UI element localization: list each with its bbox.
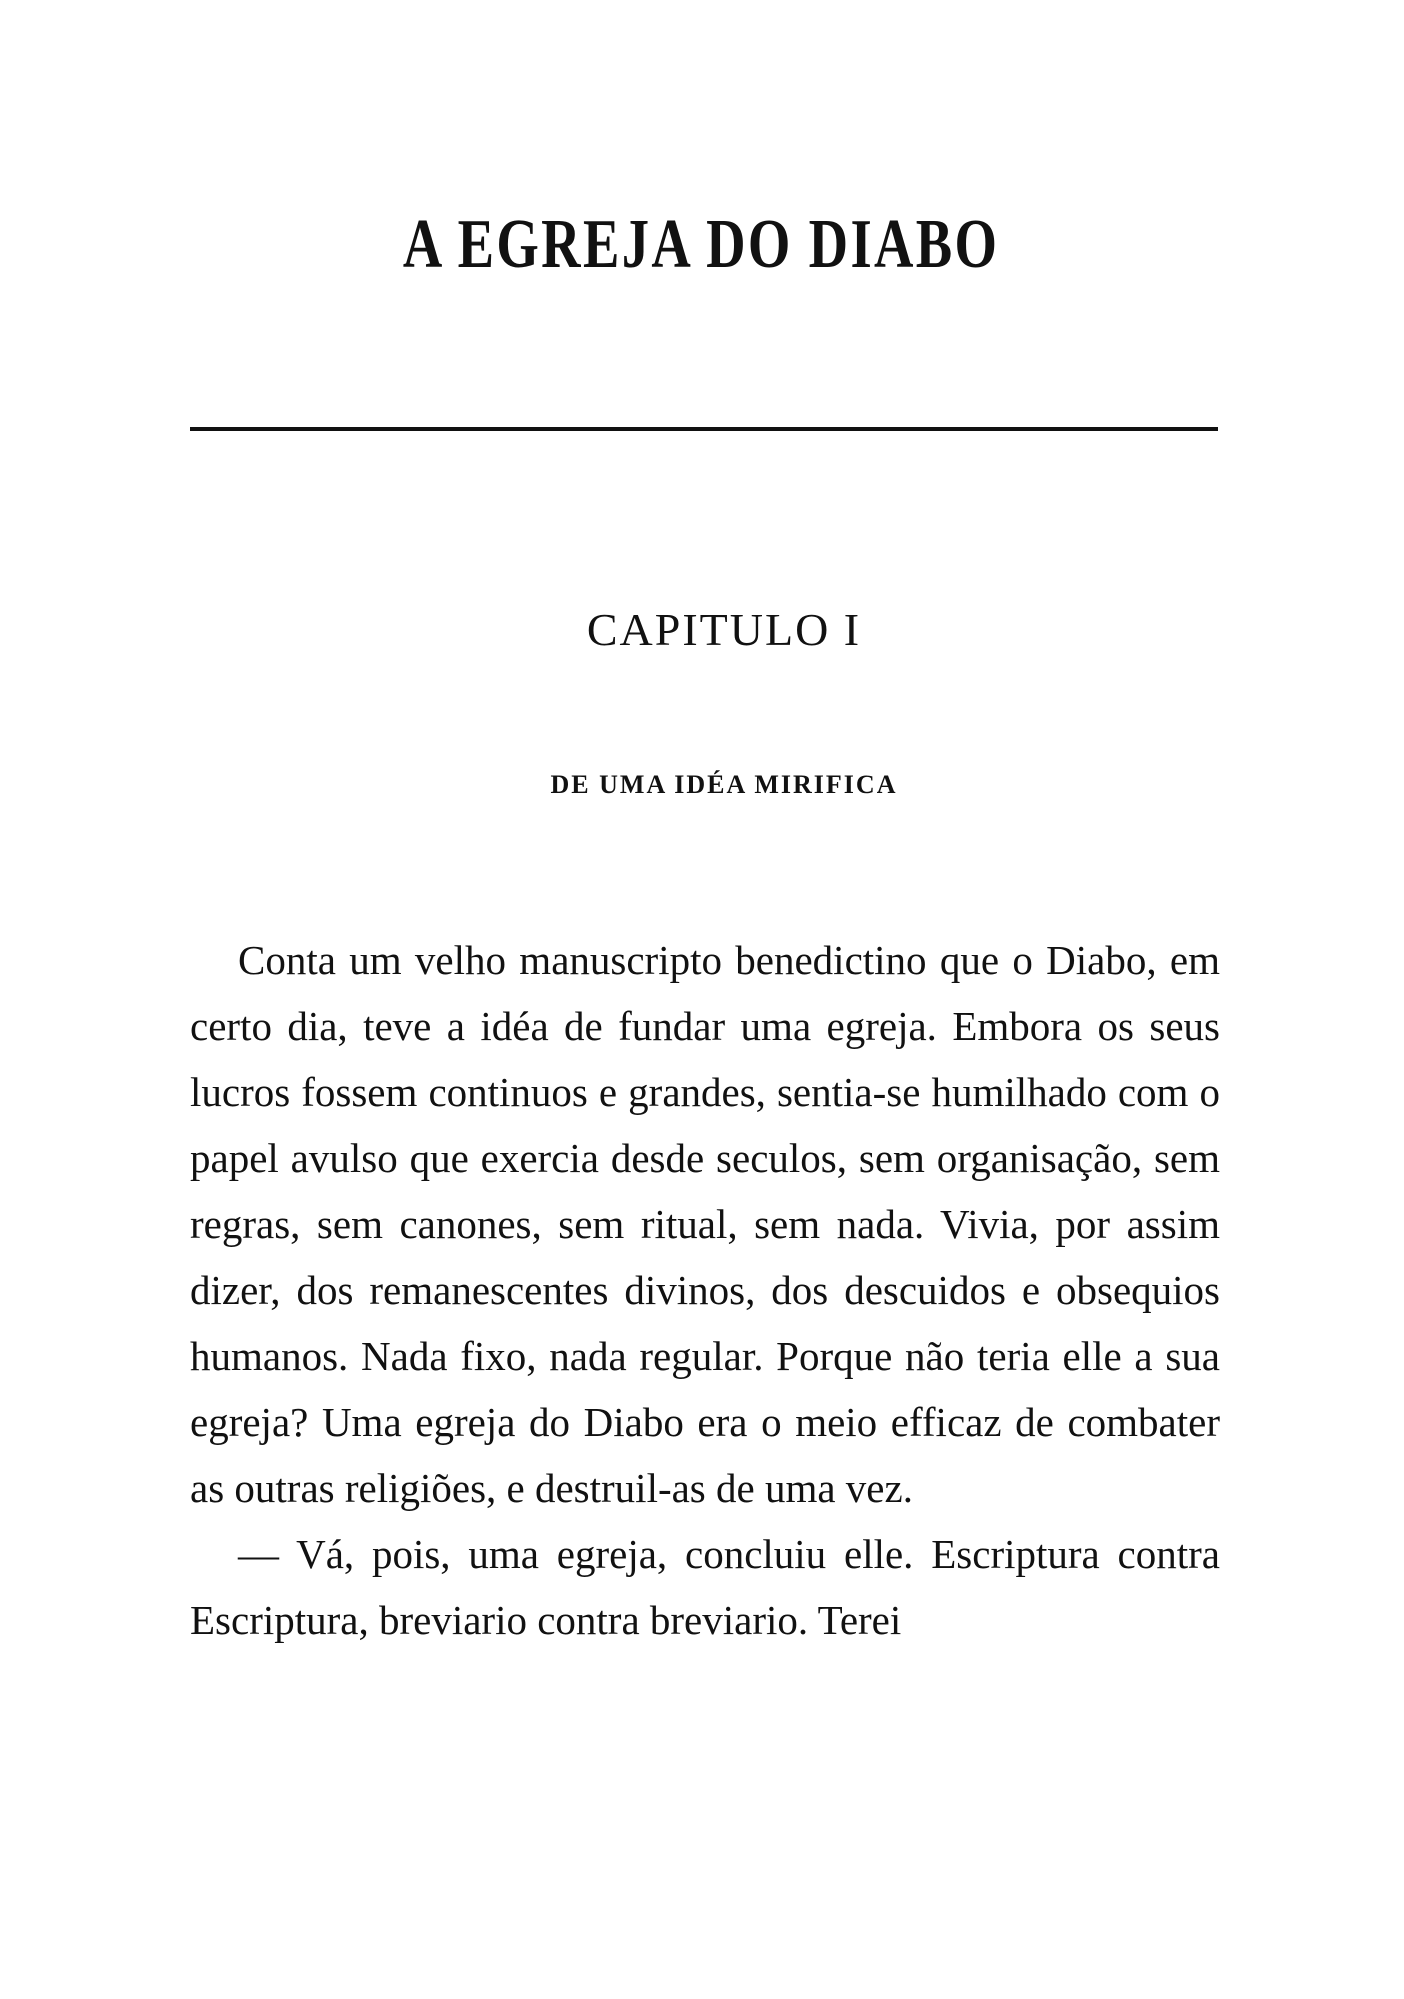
- title-divider-rule: [190, 427, 1218, 431]
- book-title: A EGREJA DO DIABO: [402, 206, 1000, 283]
- paragraph: Conta um velho manuscripto benedictino que o Diabo, em certo dia, teve a idéa de fundar uma egreja. Embora os seus lucros fossem continuos e grandes, sentia-se humilhado com o papel avulso que exercia desde seculos, sem organisação, sem regras, sem canones, sem ritual, sem nada. Vivia, por assim dizer, dos remanescentes divinos, dos descuidos e obsequios humanos. Nada fixo, nada regular. Porque não teria elle a sua egreja? Uma egreja do Diabo era o meio efficaz de combater as outras religiões, e destruil-as de uma vez.: [190, 937, 1220, 1511]
- paragraph: — Vá, pois, uma egreja, concluiu elle. Escriptura contra Escriptura, breviario contra breviario. Terei: [190, 1531, 1220, 1643]
- chapter-number: CAPITULO I: [586, 604, 862, 655]
- chapter-subtitle: DE UMA IDÉA MIRIFICA: [550, 770, 898, 799]
- body-text: [190, 927, 1220, 1653]
